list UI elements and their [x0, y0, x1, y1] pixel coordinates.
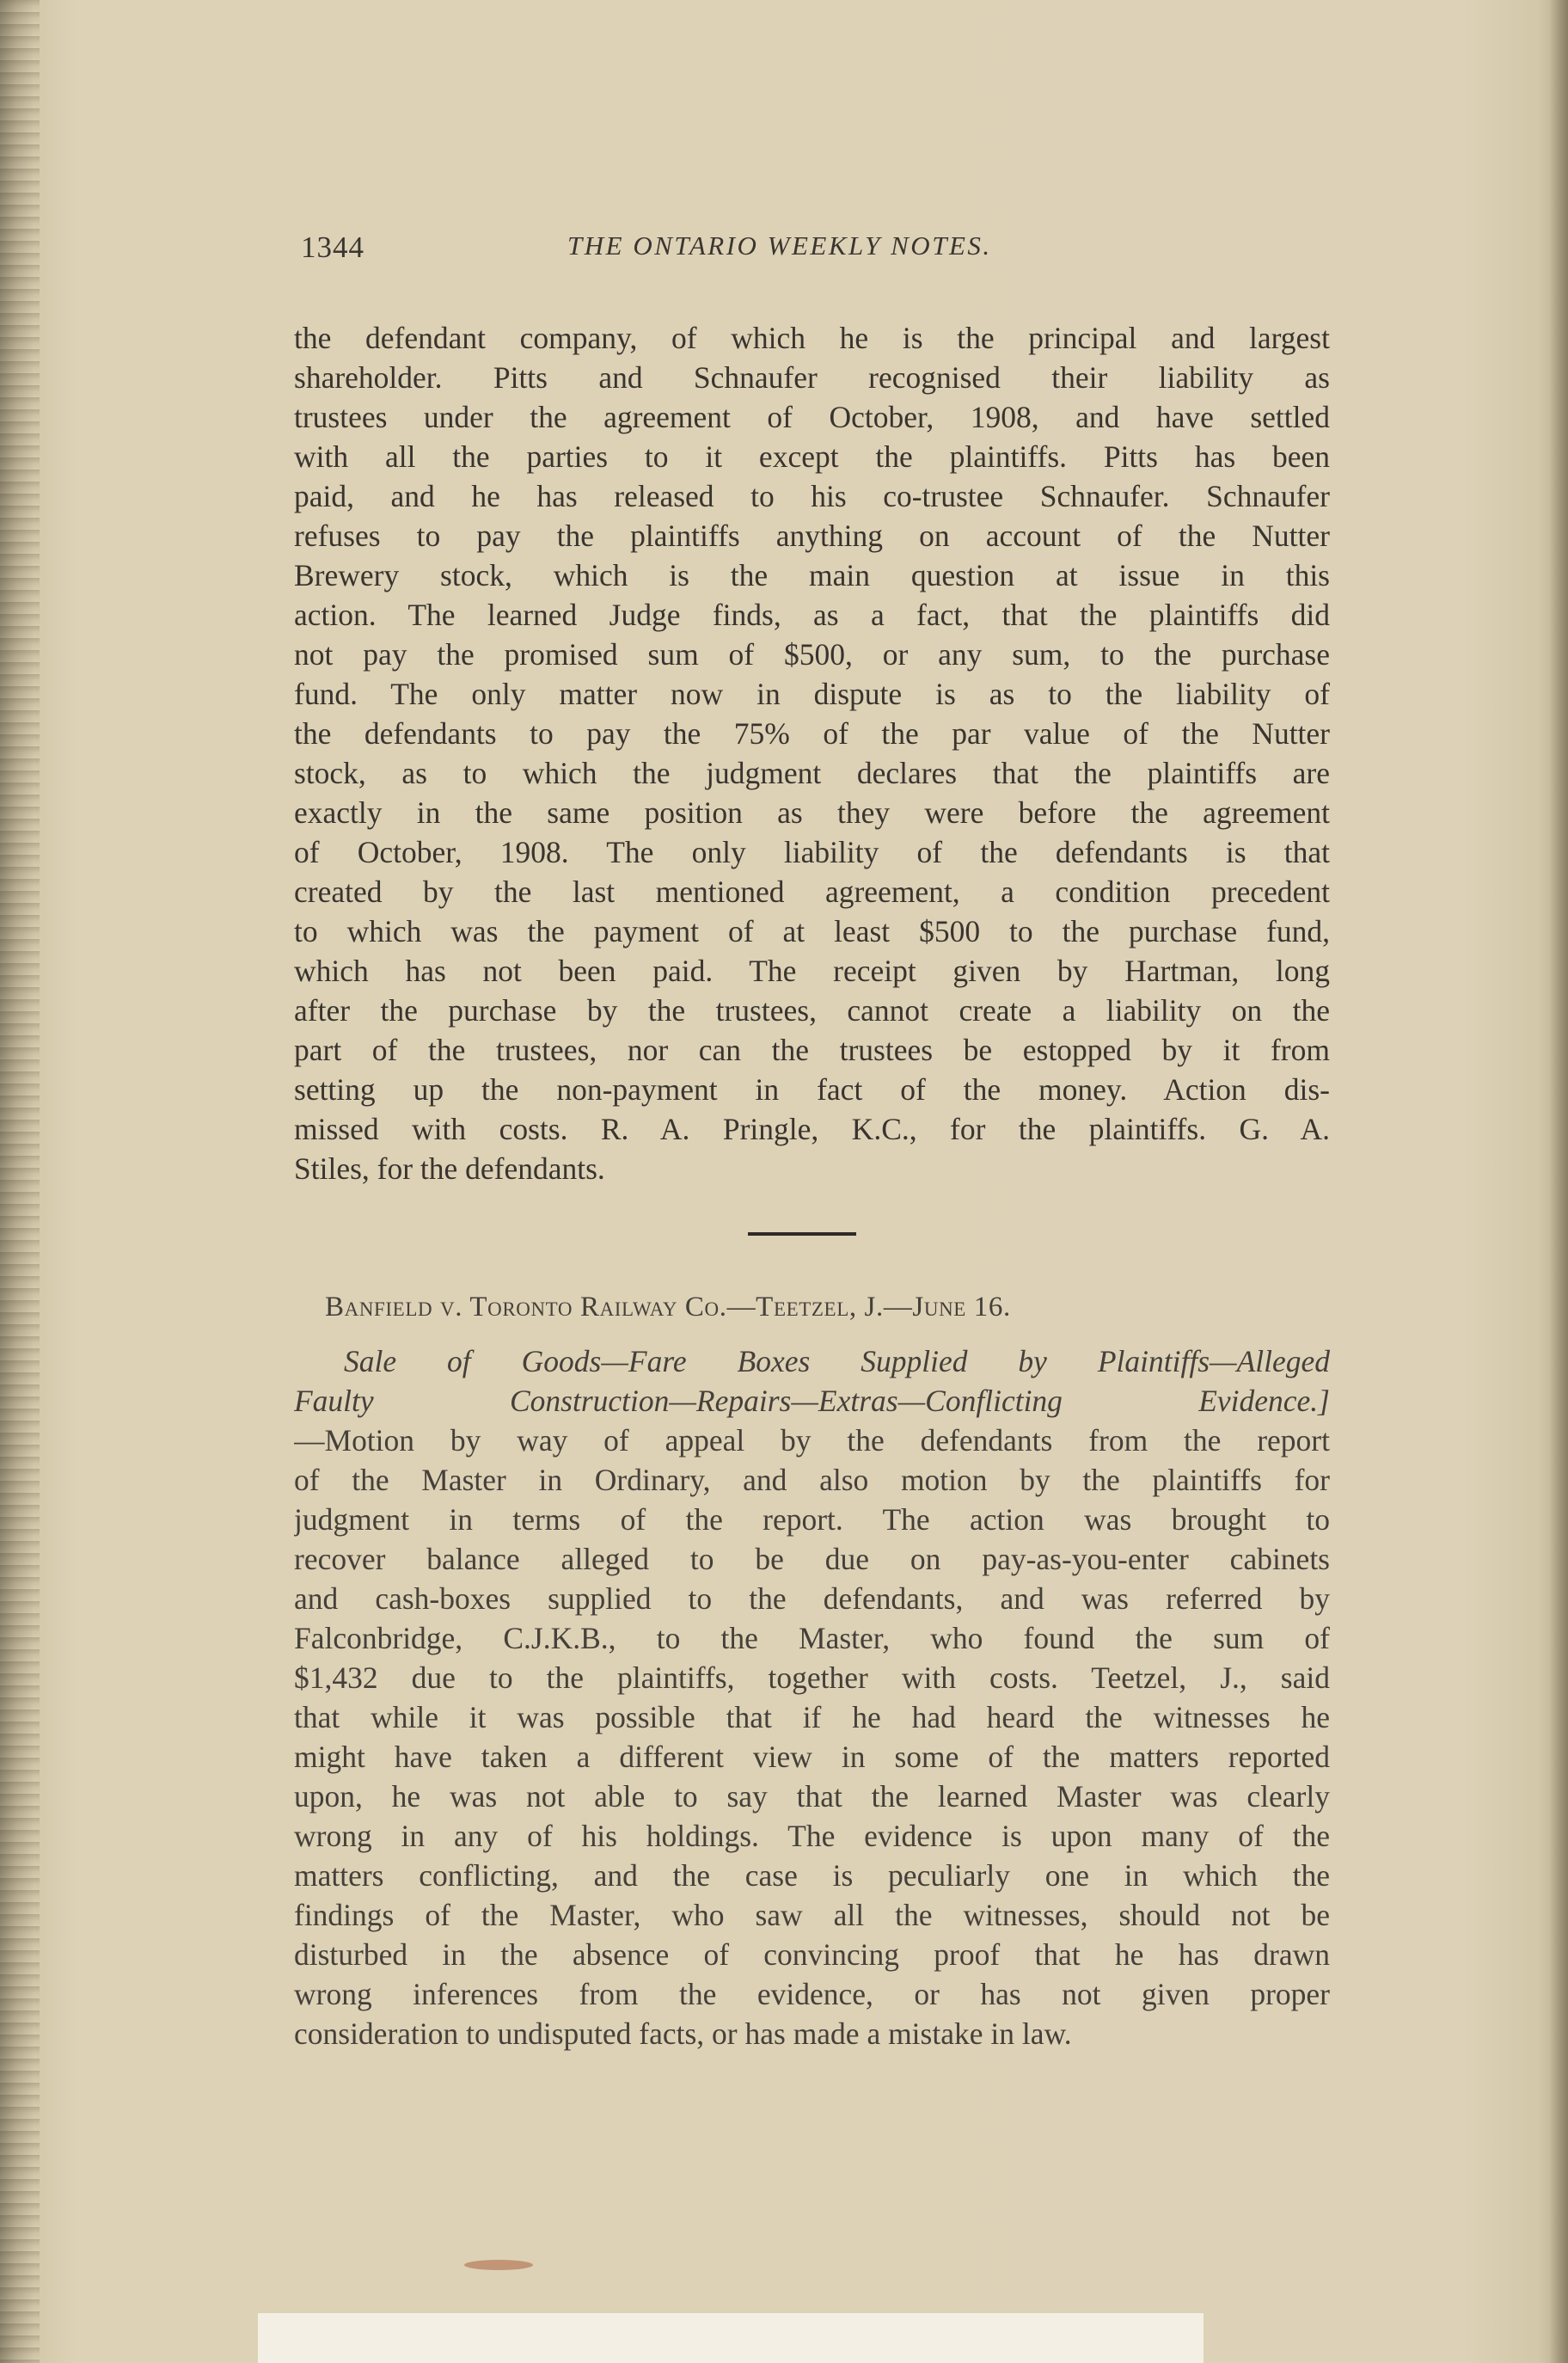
- text-line: of the Master in Ordinary, and also motion by the plaintiffs for: [294, 1463, 1330, 1497]
- text-line: action. The learned Judge finds, as a fact, that the plaintiffs did: [294, 598, 1330, 632]
- text-line: not pay the promised sum of $500, or any sum, to the purchase: [294, 637, 1330, 672]
- text-line: Brewery stock, which is the main question at issue in this: [294, 558, 1330, 592]
- headnote-line: Faulty Construction—Repairs—Extras—Conflicting Evidence.]: [294, 1384, 1330, 1418]
- text-line: fund. The only matter now in dispute is as to the liability of: [294, 677, 1330, 711]
- ink-smudge: [464, 2260, 533, 2270]
- text-line: trustees under the agreement of October, 1908, and have settled: [294, 400, 1330, 434]
- text-line: part of the trustees, nor can the trustees be estopped by it from: [294, 1033, 1330, 1067]
- text-line: the defendant company, of which he is the principal and largest: [294, 321, 1330, 355]
- text-line: of October, 1908. The only liability of the defendants is that: [294, 835, 1330, 869]
- page-header: [301, 230, 1332, 273]
- text-line: disturbed in the absence of convincing proof that he has drawn: [294, 1937, 1330, 1972]
- case-report: [294, 1341, 1330, 2053]
- text-line: refuses to pay the plaintiffs anything on account of the Nutter: [294, 519, 1330, 553]
- text-line: after the purchase by the trustees, cannot create a liability on the: [294, 993, 1330, 1028]
- page-number: 1344: [301, 230, 364, 264]
- text-line: matters conflicting, and the case is peculiarly one in which the: [294, 1858, 1330, 1893]
- text-line: setting up the non-payment in fact of the money. Action dis-: [294, 1072, 1330, 1107]
- text-line: that while it was possible that if he had heard the witnesses he: [294, 1700, 1330, 1734]
- text-line: upon, he was not able to say that the learned Master was clearly: [294, 1779, 1330, 1814]
- text-line: findings of the Master, who saw all the witnesses, should not be: [294, 1898, 1330, 1932]
- section-divider: [748, 1232, 856, 1236]
- text-line: with all the parties to it except the plaintiffs. Pitts has been: [294, 439, 1330, 474]
- text-line: shareholder. Pitts and Schnaufer recognised their liability as: [294, 360, 1330, 395]
- case-heading: Banfield v. Toronto Railway Co.—Teetzel, J.—June 16.: [325, 1292, 1011, 1323]
- text-line: stock, as to which the judgment declares that the plaintiffs are: [294, 756, 1330, 790]
- text-line: the defendants to pay the 75% of the par value of the Nutter: [294, 716, 1330, 751]
- text-line: and cash-boxes supplied to the defendants, and was referred by: [294, 1581, 1330, 1616]
- text-line: Falconbridge, C.J.K.B., to the Master, who found the sum of: [294, 1621, 1330, 1655]
- text-line: consideration to undisputed facts, or has made a mistake in law.: [294, 2016, 1072, 2051]
- text-line: created by the last mentioned agreement, a condition precedent: [294, 875, 1330, 909]
- text-line: Stiles, for the defendants.: [294, 1151, 605, 1186]
- text-line: exactly in the same position as they were before the agreement: [294, 795, 1330, 830]
- text-line: wrong in any of his holdings. The evidence is upon many of the: [294, 1819, 1330, 1853]
- text-line: —Motion by way of appeal by the defendants from the report: [294, 1423, 1330, 1458]
- text-line: missed with costs. R. A. Pringle, K.C., for the plaintiffs. G. A.: [294, 1112, 1330, 1146]
- text-line: which has not been paid. The receipt given by Hartman, long: [294, 954, 1330, 988]
- page-edge-shadow: [1549, 0, 1568, 2363]
- text-line: paid, and he has released to his co-trustee Schnaufer. Schnaufer: [294, 479, 1330, 513]
- text-line: wrong inferences from the evidence, or has not given proper: [294, 1977, 1330, 2011]
- text-line: to which was the payment of at least $500 to the purchase fund,: [294, 914, 1330, 948]
- headnote-line: Sale of Goods—Fare Boxes Supplied by Plaintiffs—Alleged: [344, 1344, 1330, 1378]
- text-line: recover balance alleged to be due on pay-as-you-enter cabinets: [294, 1542, 1330, 1576]
- running-head: THE ONTARIO WEEKLY NOTES.: [567, 230, 992, 261]
- book-spine-shadow: [0, 0, 40, 2363]
- paper-tab: [258, 2313, 1204, 2363]
- text-line: might have taken a different view in some of the matters reported: [294, 1740, 1330, 1774]
- text-line: $1,432 due to the plaintiffs, together with costs. Teetzel, J., said: [294, 1660, 1330, 1695]
- text-line: judgment in terms of the report. The action was brought to: [294, 1502, 1330, 1537]
- continued-paragraph: [294, 318, 1330, 1188]
